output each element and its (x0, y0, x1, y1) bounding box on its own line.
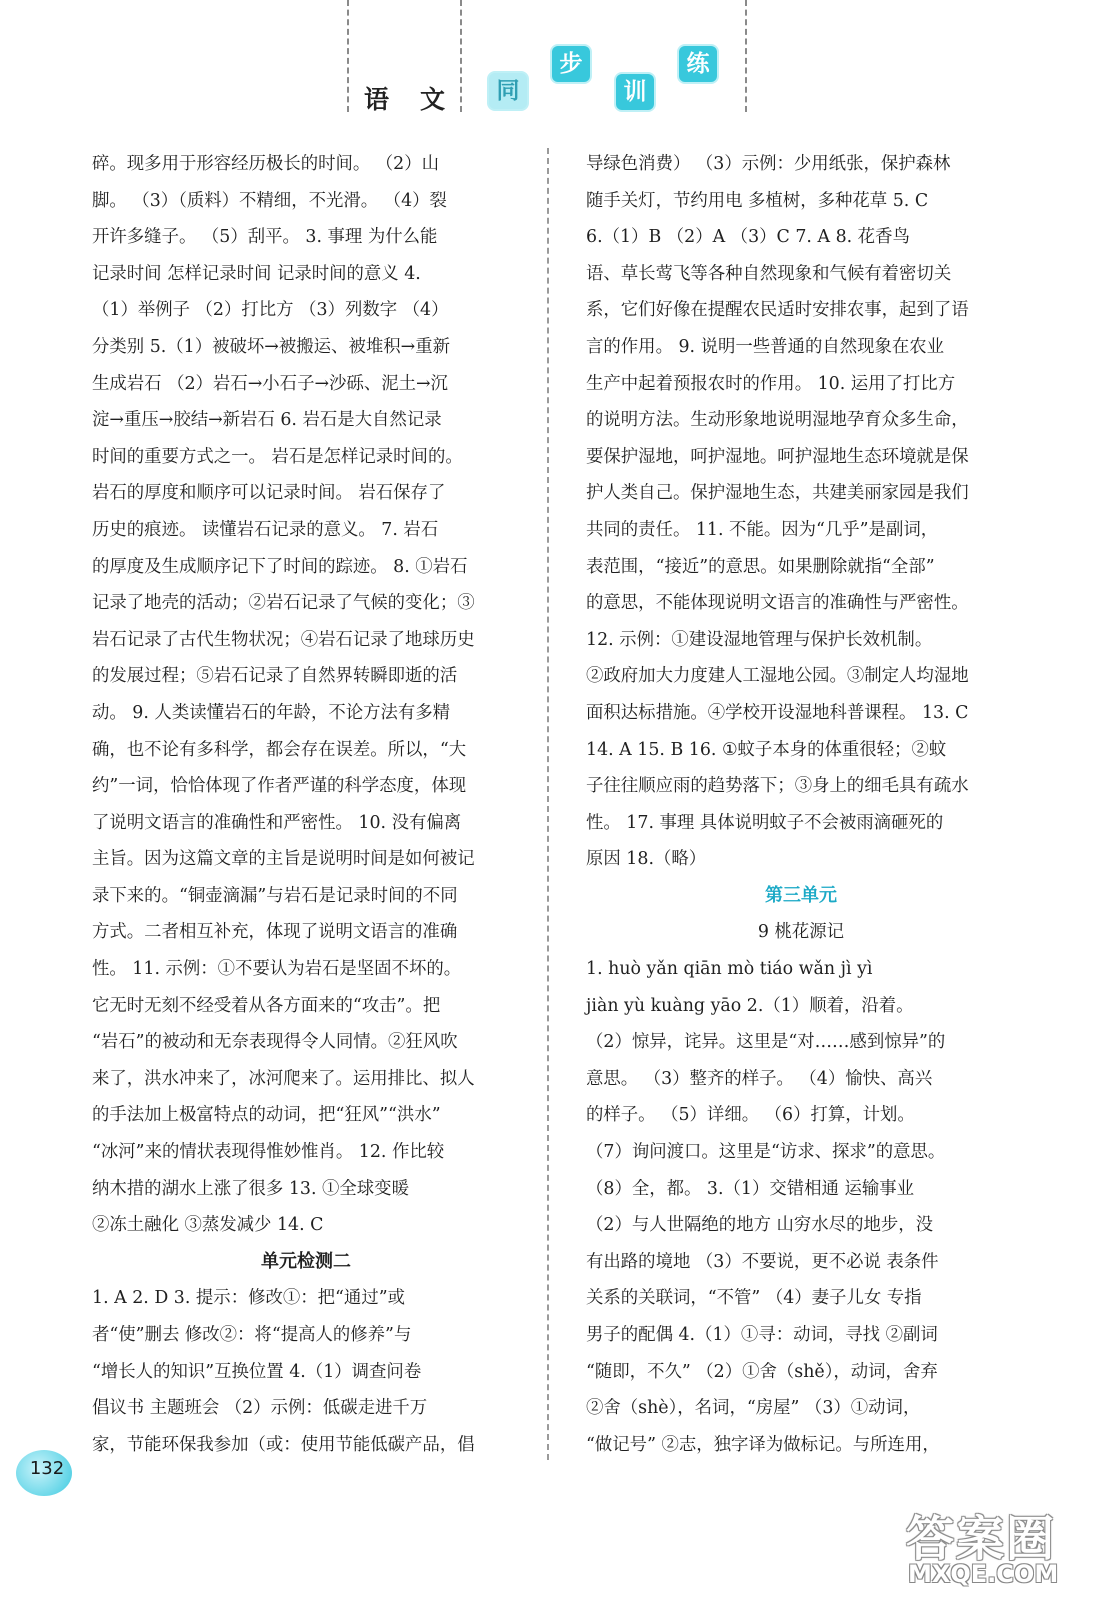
text-line: 分类别 5.（1）被破坏→被搬运、被堆积→重新 (92, 336, 450, 357)
text-line: 的手法加上极富特点的动词，把“狂风”“洪水” (92, 1105, 441, 1126)
text-line: 脚。 （3）（质料）不精细，不光滑。 （4）裂 (92, 190, 447, 211)
text-line: 要保护湿地，呵护湿地。呵护湿地生态环境就是保 (586, 446, 969, 467)
text-line: 生成岩石 （2）岩石→小石子→沙砾、泥土→沉 (92, 373, 448, 394)
text-line: 12. 示例：①建设湿地管理与保护长效机制。 (586, 629, 933, 650)
text-line: “随即，不久” （2）①舍（shě），动词，舍弃 (586, 1361, 938, 1382)
text-line: 记录了地壳的活动；②岩石记录了气候的变化；③ (92, 593, 475, 614)
text-line: 约”一词，恰恰体现了作者严谨的科学态度，体现 (92, 776, 467, 797)
text-line: 的意思，不能体现说明文语言的准确性与严密性。 (586, 593, 969, 614)
title-tile: 训 (616, 74, 654, 110)
text-line: 性。 17. 事理 具体说明蚊子不会被雨滴砸死的 (586, 812, 944, 833)
text-line: 护人类自己。保护湿地生态，共建美丽家园是我们 (586, 483, 969, 504)
header-dash-line (347, 0, 349, 112)
text-line: 语、草长莺飞等各种自然现象和气候有着密切关 (586, 263, 952, 284)
text-line: 男子的配偶 4.（1）①寻：动词，寻找 ②副词 (586, 1325, 938, 1345)
watermark-site: MXQE.COM (908, 1560, 1059, 1588)
watermark (898, 1498, 1094, 1594)
text-line: 表范围，“接近”的意思。如果删除就指“全部” (586, 556, 935, 577)
title-tile: 练 (679, 46, 717, 82)
text-line: “做记号” ②志，独字译为做标记。与所连用， (586, 1434, 940, 1455)
subject-char: 语 (364, 85, 390, 114)
title-tile: 步 (552, 46, 590, 82)
text-line: （8）全，都。 3.（1）交错相通 运输事业 (586, 1178, 915, 1199)
text-line: 的发展过程；⑤岩石记录了自然界转瞬即逝的活 (92, 666, 458, 687)
text-line: 关系的关联词，“不管” （4）妻子儿女 专指 (586, 1288, 922, 1309)
text-line: 来了，洪水冲来了，冰河爬来了。运用排比、拟人 (92, 1068, 475, 1089)
text-line: 纳木措的湖水上涨了很多 13. ①全球变暖 (92, 1178, 409, 1199)
text-line: 共同的责任。 11. 不能。因为“几乎”是副词， (586, 519, 939, 540)
text-line: 了说明文语言的准确性和严密性。 10. 没有偏离 (92, 812, 462, 833)
lesson-title: 9 桃花源记 (757, 922, 845, 943)
text-line: 意思。 （3）整齐的样子。 （4）愉快、高兴 (586, 1068, 933, 1089)
text-line: 开许多缝子。 （5）刮平。 3. 事理 为什么能 (92, 227, 438, 248)
text-line: 岩石记录了古代生物状况；④岩石记录了地球历史 (92, 629, 475, 650)
text-line: 1. A 2. D 3. 提示：修改①：把“通过”或 (92, 1288, 405, 1309)
text-line: 原因 18.（略） (586, 849, 707, 870)
text-line: 记录时间 怎样记录时间 记录时间的意义 4. (92, 263, 421, 284)
left-column (92, 146, 520, 1463)
text-line: 方式。二者相互补充，体现了说明文语言的准确 (92, 922, 458, 943)
page-header (0, 0, 1101, 130)
title-tile: 同 (489, 73, 527, 109)
text-line: 随手关灯，节约用电 多植树，多种花草 5. C (586, 190, 929, 211)
text-line: 系，它们好像在提醒农民适时安排农事，起到了语 (586, 300, 969, 321)
header-dash-line (745, 0, 747, 112)
page-number-badge (14, 1448, 80, 1498)
text-line: 子往往顺应雨的趋势落下；③身上的细毛具有疏水 (586, 776, 969, 797)
text-line: 的样子。 （5）详细。 （6）打算，计划。 (586, 1105, 915, 1126)
header-dash-line (460, 0, 462, 112)
text-line: 导绿色消费） （3）示例：少用纸张，保护森林 (586, 154, 951, 174)
text-line: 岩石的厚度和顺序可以记录时间。 岩石保存了 (92, 483, 446, 504)
text-line: 者“使”删去 修改②：将“提高人的修养”与 (92, 1325, 412, 1345)
text-line: 言的作用。 9. 说明一些普通的自然现象在农业 (586, 336, 945, 357)
section-title: 单元检测二 (261, 1250, 351, 1272)
text-line: 历史的痕迹。 读懂岩石记录的意义。 7. 岩石 (92, 519, 439, 540)
text-line: 主旨。因为这篇文章的主旨是说明时间是如何被记 (92, 849, 475, 870)
text-line: 6.（1）B （2）A （3）C 7. A 8. 花香鸟 (586, 227, 910, 248)
text-line: 家，节能环保我参加（或：使用节能低碳产品，倡 (92, 1434, 475, 1455)
text-line: ②政府加大力度建人工湿地公园。③制定人均湿地 (586, 666, 969, 687)
page-number: 132 (29, 1458, 65, 1479)
text-line: 有出路的境地 （3）不要说，更不必说 表条件 (586, 1251, 939, 1272)
text-line: “岩石”的被动和无奈表现得令人同情。②狂风吹 (92, 1032, 458, 1053)
text-line: “增长人的知识”互换位置 4.（1）调查问卷 (92, 1361, 422, 1382)
text-line: （7）询问渡口。这里是“访求、探求”的意思。 (586, 1142, 946, 1163)
text-line: （2）惊异，诧异。这里是“对……感到惊异”的 (586, 1032, 946, 1053)
text-line: ②舍（shè），名词，“房屋” （3）①动词， (586, 1398, 921, 1419)
text-line: 碎。现多用于形容经历极长的时间。 （2）山 (92, 154, 440, 174)
column-divider (547, 148, 549, 1460)
subject-char: 文 (420, 85, 446, 114)
text-line: （1）举例子 （2）打比方 （3）列数字 （4） (92, 300, 449, 321)
text-line: 录下来的。“铜壶滴漏”与岩石是记录时间的不同 (92, 885, 458, 906)
text-line: 的厚度及生成顺序记下了时间的踪迹。 8. ①岩石 (92, 556, 468, 577)
text-line: ②冻土融化 ③蒸发减少 14. C (92, 1215, 324, 1236)
watermark-logo: 答案圈 (906, 1511, 1057, 1567)
text-line: 倡议书 主题班会 （2）示例：低碳走进千万 (92, 1398, 428, 1419)
text-line: （2）与人世隔绝的地方 山穷水尽的地步，没 (586, 1215, 934, 1236)
right-column (586, 146, 1016, 1463)
text-line: 淀→重压→胶结→新岩石 6. 岩石是大自然记录 (92, 410, 442, 431)
text-line: 的说明方法。生动形象地说明湿地孕育众多生命， (586, 410, 969, 431)
text-line: 动。 9. 人类读懂岩石的年龄，不论方法有多精 (92, 702, 451, 723)
text-line: 1. huò yǎn qiān mò tiáo wǎn jì yì (586, 959, 873, 980)
text-line: 生产中起着预报农时的作用。 10. 运用了打比方 (586, 373, 956, 394)
text-line: 时间的重要方式之一。 岩石是怎样记录时间的。 (92, 446, 463, 467)
text-line: 面积达标措施。④学校开设湿地科普课程。 13. C (586, 702, 969, 723)
text-line: 确，也不论有多科学，都会存在误差。所以，“大 (92, 739, 467, 760)
text-line: 性。 11. 示例：①不要认为岩石是坚固不坏的。 (92, 959, 462, 980)
section-title: 第三单元 (765, 884, 837, 906)
text-line: “冰河”来的情状表现得惟妙惟肖。 12. 作比较 (92, 1142, 445, 1163)
text-line: jiàn yù kuàng yāo 2.（1）顺着，沿着。 (586, 995, 914, 1016)
text-line: 它无时无刻不经受着从各方面来的“攻击”。把 (92, 995, 441, 1016)
text-line: 14. A 15. B 16. ①蚊子本身的体重很轻；②蚊 (586, 739, 947, 760)
